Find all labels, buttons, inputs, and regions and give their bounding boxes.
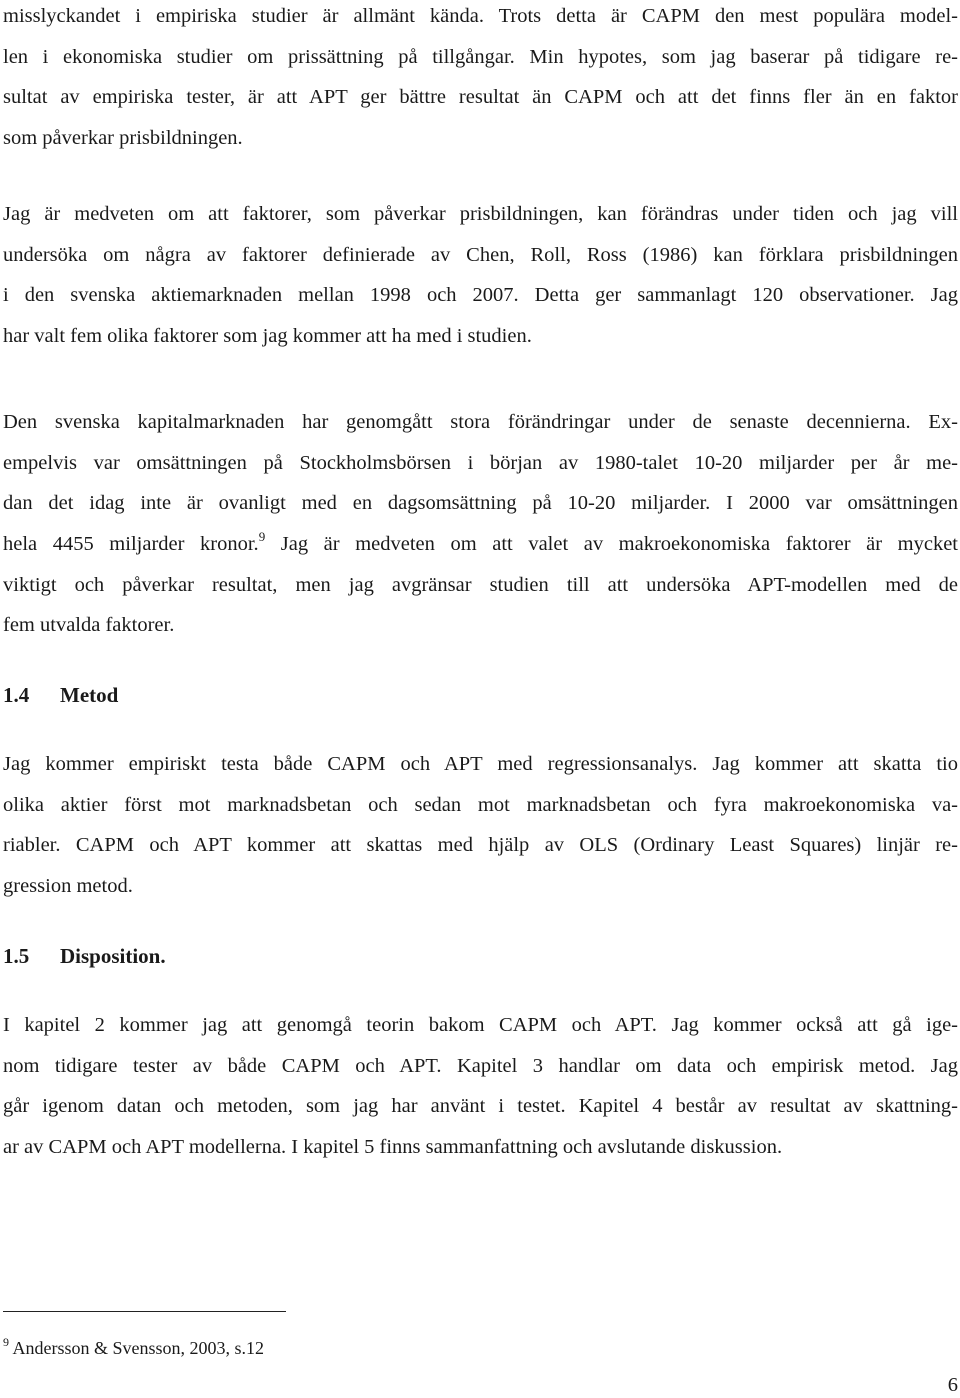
text-line: len i ekonomiska studier om prissättning på tillgångar. Min hypotes, som jag baserar på tidigare re- <box>3 45 958 68</box>
paragraph-disposition <box>3 1005 958 1168</box>
text-line: fem utvalda faktorer. <box>3 614 175 637</box>
text-segment: Jag är medveten om att valet av makroekonomiska faktorer är mycket <box>265 533 958 556</box>
paragraph-method <box>3 744 958 907</box>
text-line: går igenom datan och metoden, som jag har använt i testet. Kapitel 4 består av resultat av skattning- <box>3 1095 958 1118</box>
text-line: har valt fem olika faktorer som jag kommer att ha med i studien. <box>3 325 532 348</box>
text-segment: hela 4455 miljarder kronor. <box>3 533 259 556</box>
paragraph-capital-market <box>3 402 958 646</box>
section-heading-disposition <box>3 936 166 976</box>
text-line: i den svenska aktiemarknaden mellan 1998 och 2007. Detta ger sammanlagt 120 observationer. Jag <box>3 284 958 307</box>
paragraph-hypothesis <box>3 0 958 159</box>
text-line: empelvis var omsättningen på Stockholmsbörsen i början av 1980-talet 10-20 miljarder per år me- <box>3 451 958 474</box>
text-line: undersöka om några av faktorer definierade av Chen, Roll, Ross (1986) kan förklara prisbildningen <box>3 243 958 266</box>
text-line: nom tidigare tester av både CAPM och APT. Kapitel 3 handlar om data och empirisk metod. Jag <box>3 1054 958 1077</box>
text-line: som påverkar prisbildningen. <box>3 127 243 150</box>
text-line: Jag är medveten om att faktorer, som påverkar prisbildningen, kan förändras under tiden och jag vill <box>3 203 958 225</box>
section-title: Metod <box>60 683 119 707</box>
footnote-mark: 9 <box>3 1335 9 1349</box>
text-line: I kapitel 2 kommer jag att genomgå teorin bakom CAPM och APT. Jag kommer också att gå ige- <box>3 1014 958 1036</box>
section-number: 1.4 <box>3 683 30 707</box>
text-line-with-footnote <box>3 524 958 565</box>
section-heading-metod <box>3 675 118 715</box>
text-line: gression metod. <box>3 875 133 898</box>
footnote-divider <box>3 1311 286 1312</box>
text-line: misslyckandet i empiriska studier är allmänt kända. Trots detta är CAPM den mest populära model- <box>3 5 958 27</box>
section-number: 1.5 <box>3 944 30 968</box>
text-line: olika aktier först mot marknadsbetan och sedan mot marknadsbetan och fyra makroekonomiska va- <box>3 793 958 816</box>
text-line: sultat av empiriska tester, är att APT ger bättre resultat än CAPM och att det finns fler än en faktor <box>3 86 958 109</box>
text-line: viktigt och påverkar resultat, men jag avgränsar studien till att undersöka APT-modellen med de <box>3 573 958 596</box>
text-line: dan det idag inte är ovanligt med en dagsomsättning på 10-20 miljarder. I 2000 var omsättningen <box>3 492 958 515</box>
footnote <box>3 1336 264 1360</box>
page-number: 6 <box>947 1374 958 1396</box>
footnote-reference[interactable]: 9 <box>258 529 266 545</box>
section-title: Disposition. <box>60 944 166 968</box>
text-line: Jag kommer empiriskt testa både CAPM och APT med regressionsanalys. Jag kommer att skatta tio <box>3 753 958 775</box>
paragraph-factors <box>3 194 958 357</box>
text-line: Den svenska kapitalmarknaden har genomgått stora förändringar under de senaste decennierna. Ex- <box>3 411 958 433</box>
text-line: riabler. CAPM och APT kommer att skattas med hjälp av OLS (Ordinary Least Squares) linjär re- <box>3 834 958 857</box>
text-line: ar av CAPM och APT modellerna. I kapitel 5 finns sammanfattning och avslutande diskussion. <box>3 1136 783 1159</box>
footnote-text: Andersson & Svensson, 2003, s.12 <box>9 1338 265 1358</box>
